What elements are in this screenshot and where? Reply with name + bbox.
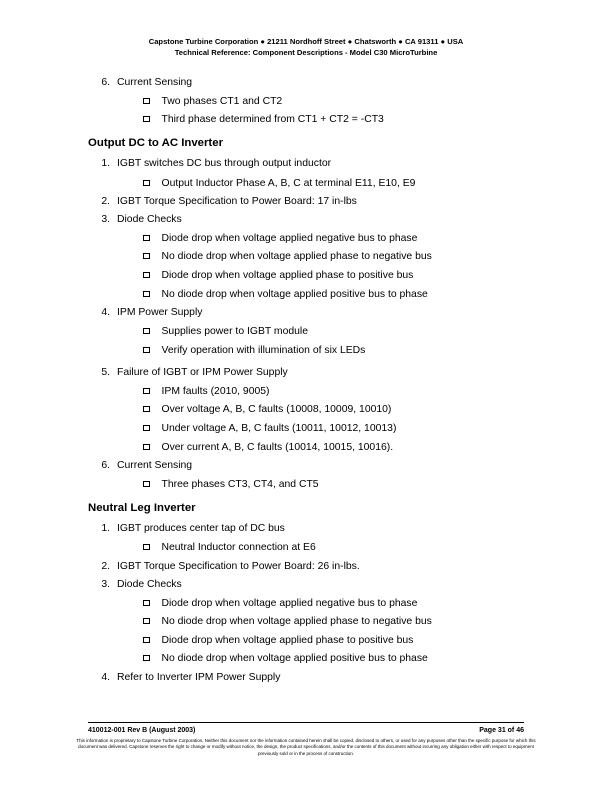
list-bullet: Diode drop when voltage applied negative bus to phase: [143, 233, 417, 244]
checkbox-bullet-icon: [143, 180, 150, 187]
checkbox-bullet-icon: [143, 98, 150, 105]
list-bullet: Diode drop when voltage applied negative bus to phase: [143, 598, 417, 609]
list-bullet: IPM faults (2010, 9005): [143, 386, 270, 397]
list-bullet: Neutral Inductor connection at E6: [143, 542, 316, 553]
list-bullet: Under voltage A, B, C faults (10011, 10012, 10013): [143, 423, 396, 434]
checkbox-bullet-icon: [143, 253, 150, 260]
footer-proprietary-notice: This information is proprietary to Capstone Turbine Corporation. Neither this document nor the information contained herein shall be copied, disclosed to others, or used for any purposes other than the specific purpose for which this document was delivered. Capstone reserves the right to change or modify without notice, the design, the product specifications, and/or the contents of this document without incurring any obligation either with respect to equipment previously sold or in the process of construction.: [76, 738, 536, 756]
section-heading-neutral-leg: Neutral Leg Inverter: [88, 502, 196, 514]
list-bullet: Third phase determined from CT1 + CT2 = -CT3: [143, 114, 384, 125]
checkbox-bullet-icon: [143, 388, 150, 395]
checkbox-bullet-icon: [143, 544, 150, 551]
checkbox-bullet-icon: [143, 637, 150, 644]
list-bullet: Two phases CT1 and CT2: [143, 96, 282, 107]
item-title: Current Sensing: [117, 77, 193, 88]
list-bullet: Diode drop when voltage applied phase to positive bus: [143, 270, 413, 281]
list-bullet: No diode drop when voltage applied phase to negative bus: [143, 251, 432, 262]
checkbox-bullet-icon: [143, 328, 150, 335]
list-bullet: Supplies power to IGBT module: [143, 326, 308, 337]
checkbox-bullet-icon: [143, 600, 150, 607]
page-header: [0, 37, 612, 58]
list-bullet: Verify operation with illumination of six LEDs: [143, 345, 365, 356]
checkbox-bullet-icon: [143, 481, 150, 488]
list-bullet: No diode drop when voltage applied positive bus to phase: [143, 289, 428, 300]
section-heading-output-inverter: Output DC to AC Inverter: [88, 137, 223, 149]
checkbox-bullet-icon: [143, 444, 150, 451]
header-doc-title: Technical Reference: Component Descriptions - Model C30 MicroTurbine: [174, 47, 438, 57]
list-bullet: Over current A, B, C faults (10014, 10015, 10016).: [143, 442, 393, 453]
checkbox-bullet-icon: [143, 116, 150, 123]
checkbox-bullet-icon: [143, 291, 150, 298]
checkbox-bullet-icon: [143, 655, 150, 662]
checkbox-bullet-icon: [143, 235, 150, 242]
item-number: 6.: [101, 77, 110, 88]
list-bullet: No diode drop when voltage applied positive bus to phase: [143, 653, 428, 664]
list-bullet: Diode drop when voltage applied phase to positive bus: [143, 635, 413, 646]
list-bullet: No diode drop when voltage applied phase to negative bus: [143, 616, 432, 627]
list-bullet: Three phases CT3, CT4, and CT5: [143, 479, 319, 490]
list-bullet: Output Inductor Phase A, B, C at terminal E11, E10, E9: [143, 178, 415, 189]
list-bullet: Over voltage A, B, C faults (10008, 10009, 10010): [143, 404, 391, 415]
footer-doc-id: 410012-001 Rev B (August 2003): [88, 727, 196, 734]
checkbox-bullet-icon: [143, 347, 150, 354]
checkbox-bullet-icon: [143, 406, 150, 413]
footer-page-number: Page 31 of 46: [479, 727, 524, 734]
checkbox-bullet-icon: [143, 272, 150, 279]
footer-divider: [88, 722, 524, 723]
checkbox-bullet-icon: [143, 425, 150, 432]
checkbox-bullet-icon: [143, 618, 150, 625]
header-company-line: Capstone Turbine Corporation ● 21211 Nordhoff Street ● Chatsworth ● CA 91311 ● USA: [148, 37, 464, 46]
